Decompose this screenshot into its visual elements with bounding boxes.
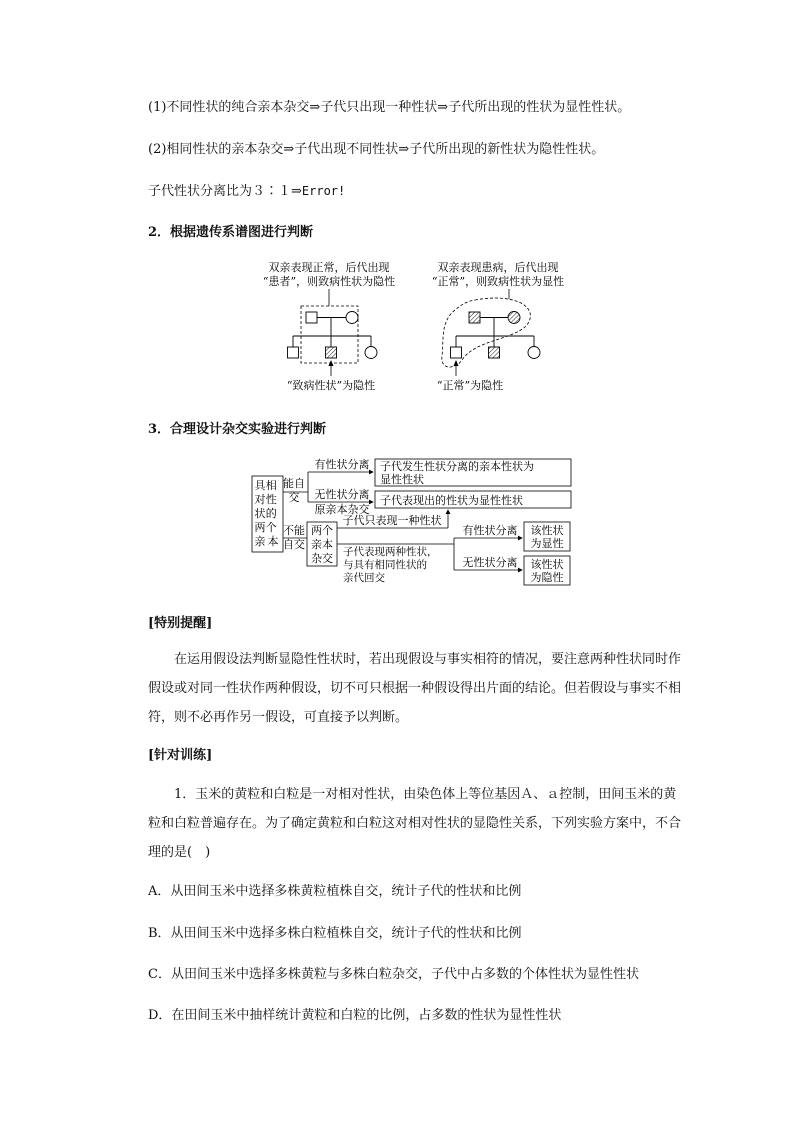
recessive-result-2: 为隐性: [530, 571, 564, 584]
cannot-self-label-2: 自交: [283, 538, 305, 551]
special-reminder-text: [148, 645, 684, 732]
right-bottom-caption: “正常”为隐性: [436, 379, 504, 392]
section-2-heading: 2．根据遗传系谱图进行判断: [148, 225, 314, 240]
two-trait-line2: 与具有相同性状的: [343, 559, 427, 571]
two-parent-cross-1: 两个: [311, 524, 333, 537]
option-d: D．在田间玉米中抽样统计黄粒和白粒的比例，占多数的性状为显性性状: [148, 1008, 562, 1023]
rule-3-error: Error!: [301, 184, 346, 198]
dominant-result-2: 为显性: [530, 537, 564, 550]
dominant-result-1: 该性状: [530, 524, 564, 537]
option-b: B．从田间玉米中选择多株白粒植株自交，统计子代的性状和比例: [148, 926, 522, 941]
cannot-self-label-1: 不能: [283, 524, 305, 537]
cross-flowchart: [0, 452, 794, 592]
can-self-label-2: 交: [288, 491, 300, 504]
rule-1: (1)不同性状的纯合亲本杂交⇒子代只出现一种性状⇒子代所出现的性状为显性性状。: [148, 100, 631, 115]
two-trait-line3: 亲代回交: [343, 572, 385, 584]
question-1: [148, 780, 684, 867]
left-affected-child-square: [326, 347, 337, 358]
rule-3: [148, 180, 345, 199]
left-father-square: [306, 312, 317, 323]
right-mother-circle: [508, 312, 520, 324]
one-trait-label: 子代只表现一种性状: [342, 514, 442, 527]
option-c: C．从田间玉米中选择多株黄粒与多株白粒杂交，子代中占多数的个体性状为显性性状: [148, 967, 639, 982]
section-3-heading: 3．合理设计杂交实验进行判断: [148, 422, 327, 437]
pedigree-diagram: [0, 252, 794, 402]
recessive-result-1: 该性状: [530, 558, 564, 571]
left-child-square: [288, 347, 299, 358]
right-caption-1: 双亲表现患病，后代出现: [437, 261, 559, 274]
can-self-label-1: 能自: [283, 477, 305, 490]
special-reminder-heading: [特别提醒]: [148, 616, 213, 631]
two-parent-cross-3: 杂交: [311, 552, 333, 565]
root-label: 具相 对性 状的 两个 亲 本: [254, 479, 279, 548]
has-separation-label: 有性状分离: [314, 458, 370, 471]
question-1-text: 1．玉米的黄粒和白粒是一对相对性状，由染色体上等位基因Ａ、ａ控制，田间玉米的黄粒和白粒普遍存在。为了确定黄粒和白粒这对相对性状的显隐性关系，下列实验方案中，不合理的是( ): [148, 787, 682, 860]
right-father-square: [469, 312, 480, 323]
two-parent-cross-2: 亲本: [311, 538, 333, 551]
right-affected-child-square: [489, 347, 500, 358]
right-normal-child-square: [451, 347, 462, 358]
left-caption-1: 双亲表现正常，后代出现: [268, 261, 390, 274]
right-child-circle: [528, 347, 540, 359]
left-child-circle: [365, 347, 377, 359]
has-separation-2-label: 有性状分离: [462, 524, 518, 537]
training-heading: [针对训练]: [148, 748, 213, 763]
result-box-1-line1: 子代发生性状分离的亲本性状为: [380, 460, 534, 473]
left-mother-circle: [346, 312, 358, 324]
left-caption-2: “患者”，则致病性状为隐性: [262, 275, 396, 288]
rule-2: (2)相同性状的亲本杂交⇒子代出现不同性状⇒子代所出现的新性状为隐性性状。: [148, 142, 605, 157]
rule-3-text: 子代性状分离比为３∶１⇒: [148, 184, 302, 199]
option-a: A．从田间玉米中选择多株黄粒植株自交，统计子代的性状和比例: [148, 884, 522, 899]
two-trait-line1: 子代表现两种性状，: [343, 546, 438, 558]
special-reminder-body: 在运用假设法判断显隐性性状时，若出现假设与事实相符的情况，要注意两种性状同时作假设或对同一性状作两种假设，切不可只根据一种假设得出片面的结论。但若假设与事实不相符，则不必再作另一假设，可直接予以判断。: [148, 652, 682, 725]
result-box-1-line2: 显性性状: [380, 473, 424, 486]
no-separation-label: 无性状分离: [314, 488, 370, 501]
original-cross-label: 原亲本杂交: [314, 503, 370, 516]
no-separation-2-label: 无性状分离: [462, 556, 518, 569]
result-box-2-text: 子代表现出的性状为显性性状: [380, 494, 523, 507]
left-bottom-caption: “致病性状”为隐性: [286, 379, 376, 392]
right-caption-2: “正常”，则致病性状为显性: [431, 275, 565, 288]
